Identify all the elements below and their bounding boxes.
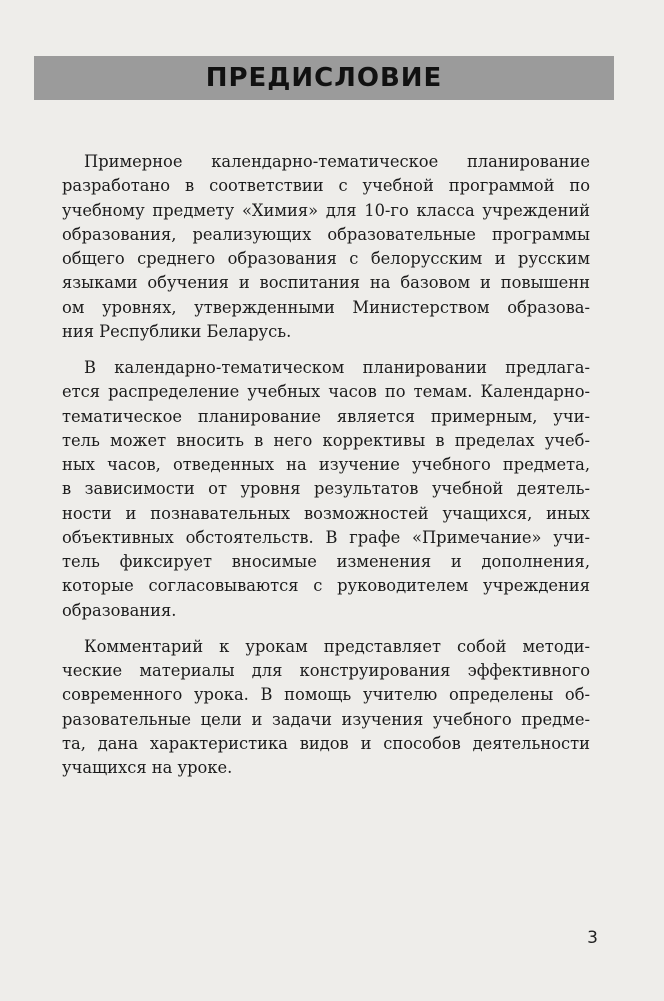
text-line: ческие материалы для конструирования эффективного [62, 661, 590, 680]
text-line: образования, реализующих образовательные программы [62, 224, 590, 244]
section-header-bar [34, 56, 614, 100]
text-line: та, дана характеристика видов и способов деятельности [62, 733, 590, 753]
text-line: языками обучения и воспитания на базовом и повышенн [62, 273, 590, 293]
text-line: ется распределение учебных часов по темам. Календарно- [62, 382, 590, 402]
text-line: Комментарий к урокам представляет собой методи- [84, 636, 590, 656]
body-text [62, 150, 590, 780]
text-line: тель может вносить в него коррективы в пределах учеб- [62, 430, 590, 450]
text-line: ности и познавательных возможностей учащихся, иных [62, 503, 590, 523]
text-line: учебному предмету «Химия» для 10-го класса учреждений [62, 200, 590, 220]
text-line: учащихся на уроке. [62, 758, 233, 777]
section-title: ПРЕДИСЛОВИЕ [205, 63, 443, 93]
page-number: 3 [587, 928, 598, 948]
text-line: объективных обстоятельств. В графе «Примечание» учи- [62, 527, 590, 547]
text-line: разовательные цели и задачи изучения учебного предме- [62, 709, 590, 729]
text-line: Примерное календарно-тематическое планирование [84, 152, 590, 171]
text-line: ом уровнях, утвержденными Министерством образова- [62, 297, 590, 317]
text-line: общего среднего образования с белорусским и русским [62, 249, 590, 268]
text-line: тематическое планирование является примерным, учи- [62, 406, 590, 426]
text-line: разработано в соответствии с учебной программой по [62, 176, 590, 196]
paragraph-1 [62, 150, 590, 344]
text-line: образования. [62, 600, 177, 620]
text-line: тель фиксирует вносимые изменения и дополнения, [62, 552, 590, 571]
text-line: в зависимости от уровня результатов учебной деятель- [62, 479, 590, 499]
text-line: ния Республики Беларусь. [62, 321, 292, 341]
paragraph-3 [62, 635, 590, 781]
text-line: которые согласовываются с руководителем учреждения [62, 576, 590, 596]
paragraph-2 [62, 356, 590, 623]
text-line: ных часов, отведенных на изучение учебного предмета, [62, 455, 590, 474]
text-line: В календарно-тематическом планировании предлага- [84, 358, 590, 377]
text-line: современного урока. В помощь учителю определены об- [62, 685, 590, 705]
